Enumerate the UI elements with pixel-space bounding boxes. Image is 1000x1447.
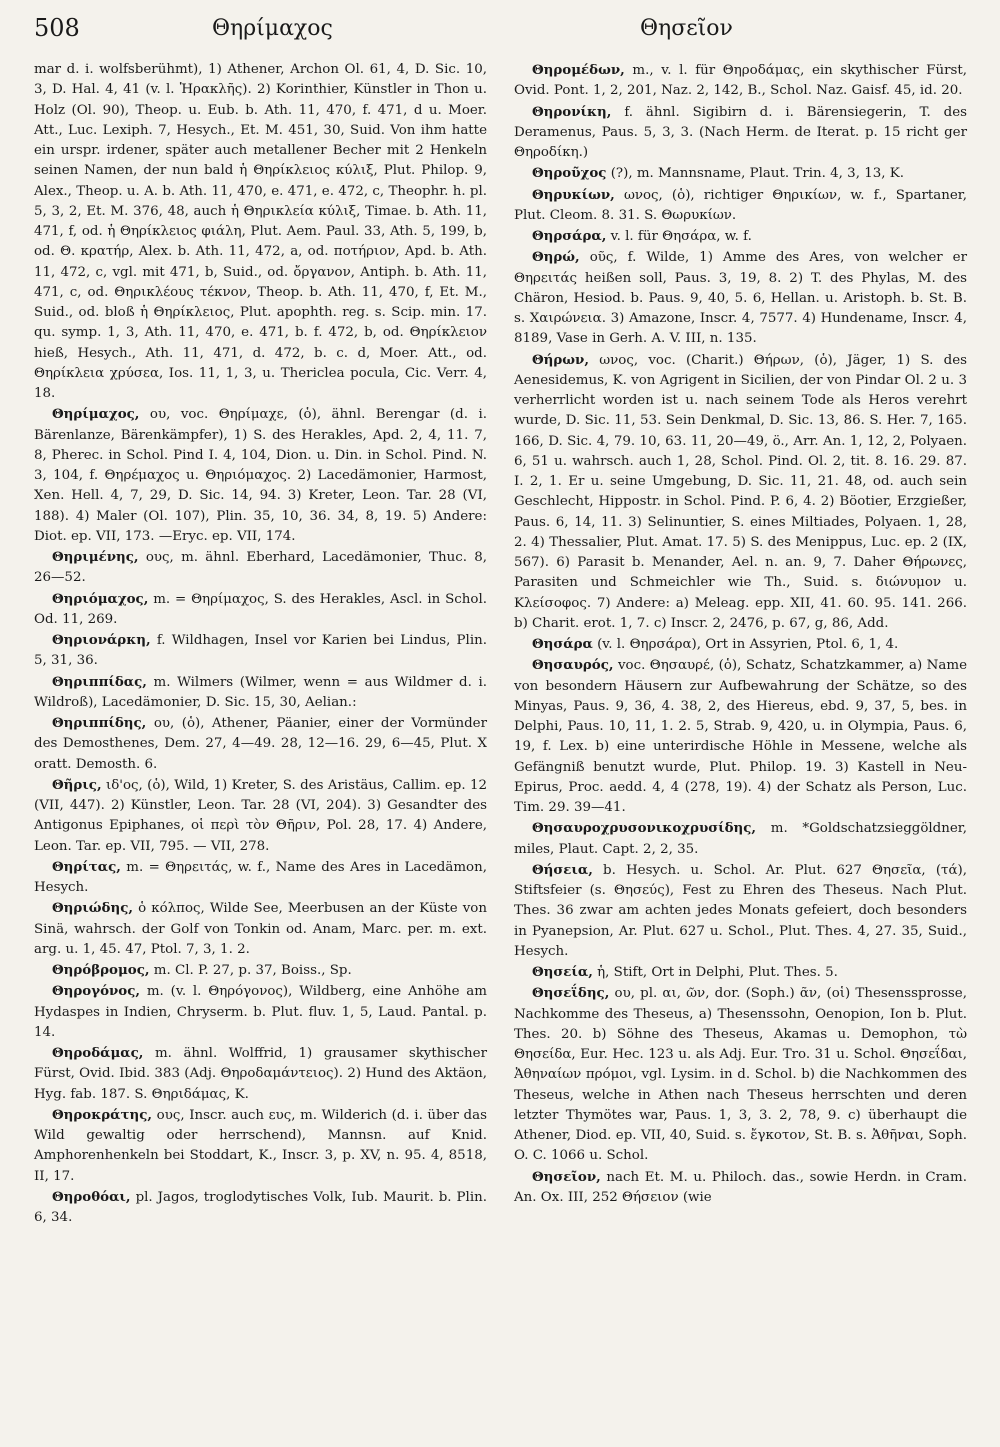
entry-lemma: Θηρογόνος, xyxy=(52,983,141,1000)
dictionary-entry xyxy=(34,589,487,631)
entry-lemma: Θηρσάρα, xyxy=(532,228,607,244)
dictionary-entry xyxy=(514,163,967,184)
dictionary-entry xyxy=(34,1187,487,1229)
page-header xyxy=(34,14,966,50)
dictionary-entry xyxy=(34,404,487,547)
entry-text: ἡ, Stift, Ort in Delphi, Plut. Thes. 5. xyxy=(597,965,838,980)
entry-text: f. ähnl. Sigibirn d. i. Bärensiegerin, T. des Deramenus, Paus. 5, 3, 3. (Nach Herm. de Iterat. p. 15 richt ger Θηροδίκη.) xyxy=(514,104,967,160)
entry-text: ωνος, (ὁ), richtiger Θηρικίων, w. f., Spartaner, Plut. Cleom. 8. 31. S. Θωρυκίων. xyxy=(514,187,967,223)
entry-text: m. (v. l. Θηρόγονος), Wildberg, eine Anhöhe am Hydaspes in Indien, Chryserm. b. Plut. fluv. 1, 5, Laud. Pantal. p. 14. xyxy=(34,984,487,1040)
entry-text: οῦς, f. Wilde, 1) Amme des Ares, von welcher er Θηρειτάς heißen soll, Paus. 3, 19, 8. 2) T. des Phylas, M. des Chäron, Hesiod. b. Paus. 9, 40, 5. 6, Hellan. u. Aristoph. b. St. B. s. Χαιρώνεια. 3) Amazone, Inscr. 4, 7577. 4) Hundename, Inscr. 4, 8189, Vase in Gerh. A. V. III, n. 135. xyxy=(514,250,967,347)
dictionary-entry xyxy=(514,185,967,227)
entry-lemma: Θηροκράτης, xyxy=(52,1106,153,1123)
entry-lemma: Θηριώδης, xyxy=(52,900,134,917)
dictionary-entry xyxy=(34,630,487,672)
entry-lemma: Θηριππίδας, xyxy=(52,673,147,690)
entry-lemma: Θηρόβρομος, xyxy=(52,962,150,978)
entry-text: b. Hesych. u. Schol. Ar. Plut. 627 Θησεῖα, (τά), Stiftsfeier (s. Θησεύς), Fest zu Ehren des Theseus. Nach Plut. Thes. 36 zwar am achten jedes Monats gefeiert, doch besonders in Pyanepsion, Ar. Plut. 627 u. Schol., Plut. Thes. 4, 27. 35, Suid., Hesych. xyxy=(514,862,967,959)
dictionary-entry xyxy=(514,226,967,247)
dictionary-entry xyxy=(34,981,487,1043)
entry-text: f. Wildhagen, Insel vor Karien bei Lindus, Plin. 5, 31, 36. xyxy=(34,633,487,669)
entry-lemma: Θηρίμαχος, xyxy=(52,406,140,423)
entry-text: nach Et. M. u. Philoch. das., sowie Herdn. in Cram. An. Ox. III, 252 Θήσειον (wie xyxy=(514,1169,967,1205)
page-number: 508 xyxy=(34,14,80,42)
dictionary-entry xyxy=(34,1043,487,1105)
entry-text: m. ähnl. Wolffrid, 1) grausamer skythischer Fürst, Ovid. Ibid. 383 (Adj. Θηροδαμάντειος). 2) Hund des Aktäon, Hyg. fab. 187. S. Θηριδάμας, K. xyxy=(34,1046,487,1102)
running-headword-right: Θησεῖον xyxy=(640,16,733,41)
entry-lemma: Θηριόμαχος, xyxy=(52,590,149,607)
entry-lemma: Θηρώ, xyxy=(532,249,580,266)
dictionary-entry xyxy=(514,962,967,983)
entry-text: ου, pl. αι, ῶν, dor. (Soph.) ᾶν, (οἱ) Thesenssprosse, Nachkomme des Theseus, a) Thesenssohn, Oenopion, Ion b. Plut. Thes. 20. b) Söhne des Theseus, Akamas u. Demophon, τὼ Θησείδα, Eur. Hec. 123 u. als Adj. Eur. Tro. 31 u. Schol. Θησεΐδαι, Ἀθηναίων πρόμοι, vgl. Lysim. in d. Schol. b) die Nachkommen des Theseus, welche in Athen nach Theseus herrschten und deren letzter Thymötes war, Paus. 1, 3, 3. 2, 78, 9. c) überhaupt die Athener, Diod. ep. VII, 40, Suid. s. ἔγκοτον, St. B. s. Ἀθῆναι, Soph. O. C. 1066 u. Schol. xyxy=(514,986,967,1164)
dictionary-entry xyxy=(34,713,487,775)
entry-text: ου, voc. Θηρίμαχε, (ὁ), ähnl. Berengar (d. i. Bärenlanze, Bärenkämpfer), 1) S. des Herakles, Apd. 2, 4, 11. 7, 8, Pherec. in Schol. Pind I. 4, 104, Dion. u. Din. in Schol. Pind. N. 3, 104, f. Θηρέμαχος u. Θηριόμαχος. 2) Lacedämonier, Harmost, Xen. Hell. 4, 7, 29, D. Sic. 14, 94. 3) Kreter, Leon. Tar. 28 (VI, 188). 4) Maler (Ol. 107), Plin. 35, 10, 36. 34, 8, 19. 5) Andere: Diot. ep. VII, 173. —Eryc. ep. VII, 174. xyxy=(34,407,487,544)
entry-lemma: Θησάρα xyxy=(532,636,593,652)
entry-text: ὁ κόλπος, Wilde See, Meerbusen an der Küste von Sinä, wahrsch. der Golf von Tonkin od. Anam, Marc. per. m. ext. arg. u. 1, 45. 47, Ptol. 7, 3, 1. 2. xyxy=(34,901,487,957)
entry-lemma: Θησεΐδης, xyxy=(532,985,610,1002)
entry-text: m. Wilmers (Wilmer, wenn = aus Wildmer d. i. Wildroß), Lacedämonier, D. Sic. 15, 30, Aelian.: xyxy=(34,674,487,710)
entry-lemma: Θηριππίδης, xyxy=(52,715,147,731)
entry-text: ιδ'ος, (ὁ), Wild, 1) Kreter, S. des Aristäus, Callim. ep. 12 (VII, 447). 2) Künstler, Leon. Tar. 28 (VI, 204). 3) Gesandter des Antigonus Epiphanes, οἱ περὶ τὸν Θῆριν, Pol. 28, 17. 4) Andere, Leon. Tar. ep. VII, 795. — VII, 278. xyxy=(34,777,487,854)
entry-lemma: Θήσεια, xyxy=(532,861,593,878)
entry-lemma: Θηρίτας, xyxy=(52,858,121,875)
dictionary-entry xyxy=(514,102,967,164)
entry-lemma: Θῆρις, xyxy=(52,776,102,793)
dictionary-entry xyxy=(34,898,487,960)
dictionary-entry xyxy=(34,775,487,857)
dictionary-entry xyxy=(34,857,487,899)
dictionary-entry xyxy=(514,350,967,635)
entry-text: ου, (ὁ), Athener, Päanier, einer der Vormünder des Demosthenes, Dem. 27, 4—49. 28, 12—16. 29, 6—45, Plut. X oratt. Demosth. 6. xyxy=(34,716,487,772)
entry-lemma: Θηρυκίων, xyxy=(532,186,615,203)
entry-lemma: Θησαυροχρυσονικοχρυσίδης, xyxy=(532,820,757,837)
entry-lemma: Θηρονίκη, xyxy=(532,103,612,120)
dictionary-entry xyxy=(514,983,967,1166)
left-column xyxy=(34,60,487,1228)
running-headword-left: Θηρίμαχος xyxy=(212,16,333,41)
dictionary-entry xyxy=(514,860,967,962)
dictionary-entry xyxy=(34,672,487,714)
entry-lemma: Θηροῦχος xyxy=(532,165,607,182)
dictionary-entry xyxy=(514,655,967,818)
entry-lemma: Θησεία, xyxy=(532,964,593,980)
dictionary-entry xyxy=(514,634,967,655)
dictionary-entry xyxy=(34,1105,487,1187)
entry-text: v. l. für Θησάρα, w. f. xyxy=(610,229,752,244)
entry-lemma: Θησεῖον, xyxy=(532,1168,601,1185)
dictionary-entry xyxy=(514,1167,967,1209)
entry-text: (?), m. Mannsname, Plaut. Trin. 4, 3, 13, K. xyxy=(610,166,905,182)
entry-lemma: Θηριονάρκη, xyxy=(52,632,151,648)
dictionary-entry xyxy=(34,60,487,404)
entry-text: ους, m. ähnl. Eberhard, Lacedämonier, Thuc. 8, 26—52. xyxy=(34,550,488,586)
entry-lemma: Θήρων, xyxy=(532,351,590,368)
dictionary-entry xyxy=(34,547,487,589)
right-column xyxy=(514,60,967,1208)
entry-text: pl. Jagos, troglodytisches Volk, Iub. Maurit. b. Plin. 6, 34. xyxy=(34,1189,487,1225)
entry-text: voc. Θησαυρέ, (ὁ), Schatz, Schatzkammer, a) Name von besondern Häusern zur Aufbewahrung der Schätze, so des Minyas, Paus. 9, 36, 4. 38, 2, des Hiereus, ebd. 9, 37, 5, bes. in Delphi, Paus. 10, 11, 1. 2. 5, Strab. 9, 420, u. in Olympia, Paus. 6, 19, f. Lex. b) eine unterirdische Höhle in Messene, welche als Gefängniß benutzt wurde, Plut. Philop. 19. 3) Kastell in Neu-Epirus, Proc. aedd. 4, 4 (278, 19). 4) der Schatz als Person, Luc. Tim. 29. 39—41. xyxy=(514,658,967,815)
dictionary-entry xyxy=(514,247,967,349)
entry-text: m. *Goldschatzsieggöldner, miles, Plaut. Capt. 2, 2, 35. xyxy=(514,821,967,857)
entry-text: ους, Inscr. auch ευς, m. Wilderich (d. i. über das Wild gewaltig oder herrschend), Mannsn. auf Knid. Amphorenhenkeln bei Stoddart, K., Inscr. 3, p. XV, n. 95. 4, 8518, II, 17. xyxy=(34,1107,487,1184)
entry-text: ωνος, voc. (Charit.) Θήρων, (ὁ), Jäger, 1) S. des Aenesidemus, K. von Agrigent in Sicilien, der von Pindar Ol. 2 u. 3 verherrlicht worden ist u. nach seinem Tode als Heros verehrt wurde, D. Sic. 11, 53. Sein Denkmal, D. Sic. 13, 86. S. Her. 7, 165. 166, D. Sic. 4, 79. 10, 63. 11, 20—49, ö., Arr. An. 1, 12, 2, Polyaen. 6, 51 u. wahrsch. auch 1, 28, Schol. Pind. Ol. 2, tit. 8. 16. 29. 87. I. 2, 1. Er u. seine Umgebung, D. Sic. 11, 21. 48, od. auch sein Geschlecht, Hippostr. in Schol. Pind. P. 6, 4. 2) Böotier, Erzgießer, Paus. 6, 14, 11. 3) Selinuntier, S. eines Miltiades, Polyaen. 1, 28, 2. 4) Thessalier, Plut. Amat. 17. 5) S. des Menippus, Luc. ep. 2 (IX, 567). 6) Parasit b. Menander, Ael. n. an. 9, 7. Daher Θήρωνες, Parasiten und Schmeichler wie Th., Suid. s. διώνυμον u. Κλείσοφος. 7) Andere: a) Meleag. epp. XII, 41. 60. 95. 141. 266. b) Charit. erot. 1, 7. c) Inscr. 2, 2476, p. 67, g, 86, Add. xyxy=(514,352,967,631)
entry-text: mar d. i. wolfsberühmt), 1) Athener, Archon Ol. 61, 4, D. Sic. 10, 3, D. Hal. 4, 41 (v. l. Ἡρακλῆς). 2) Korinthier, Künstler in Thon u. Holz (Ol. 90), Theop. u. Eub. b. Ath. 11, 470, f. 471, d u. Moer. Att., Luc. Lexiph. 7, Hesych., Et. M. 451, 30, Suid. Von ihm hatte ein urspr. irdener, später auch metallener Becher mit 2 Henkeln seinen Namen, der nun bald ἡ Θηρίκλειος κύλιξ, Plut. Philop. 9, Alex., Theop. u. A. b. Ath. 11, 470, e. 471, e. 472, c, Theophr. h. pl. 5, 3, 2, Et. M. 376, 48, auch ἡ Θηρικλεία κύλιξ, Timae. b. Ath. 11, 471, f, od. ἡ Θηρίκλειος φιάλη, Plut. Aem. Paul. 33, Ath. 5, 199, b, od. Θ. κρατήρ, Alex. b. Ath. 11, 472, a, od. ποτήριον, Apd. b. Ath. 11, 472, c, vgl. mit 471, b, Suid., od. ὄργανον, Antiph. b. Ath. 11, 471, c, od. Θηρικλέους τέκνον, Theop. b. Ath. 11, 470, f, Et. M., Suid., od. bloß ἡ Θηρίκλειος, Plut. apophth. reg. s. Scip. min. 17. qu. symp. 1, 3, Ath. 11, 470, e. 471, b. f. 472, b, od. Θηρίκλειον hieß, Hesych., Ath. 11, 471, d. 472, b. c. d, Moer. Att., od. Θηρίκλεια χρύσεα, Ios. 11, 1, 3, u. Thericlea pocula, Cic. Verr. 4, 18. xyxy=(34,62,487,401)
dictionary-entry xyxy=(514,60,967,102)
entry-lemma: Θηροδάμας, xyxy=(52,1045,144,1061)
entry-text: m. = Θηρειτάς, w. f., Name des Ares in Lacedämon, Hesych. xyxy=(34,859,487,895)
dictionary-entry xyxy=(514,818,967,860)
entry-text: m. = Θηρίμαχος, S. des Herakles, Ascl. in Schol. Od. 11, 269. xyxy=(34,591,488,627)
entry-lemma: Θηροθόαι, xyxy=(52,1188,131,1205)
dictionary-entry xyxy=(34,960,487,981)
entry-text: (v. l. Θηρσάρα), Ort in Assyrien, Ptol. 6, 1, 4. xyxy=(597,637,899,652)
entry-lemma: Θησαυρός, xyxy=(532,657,614,674)
entry-text: m., v. l. für Θηροδάμας, ein skythischer Fürst, Ovid. Pont. 1, 2, 201, Naz. 2, 142, B., Schol. Naz. Gaisf. 45, id. 20. xyxy=(514,63,967,99)
entry-lemma: Θηρομέδων, xyxy=(532,62,625,78)
entry-lemma: Θηριμένης, xyxy=(52,549,139,565)
entry-text: m. Cl. P. 27, p. 37, Boiss., Sp. xyxy=(153,963,352,978)
